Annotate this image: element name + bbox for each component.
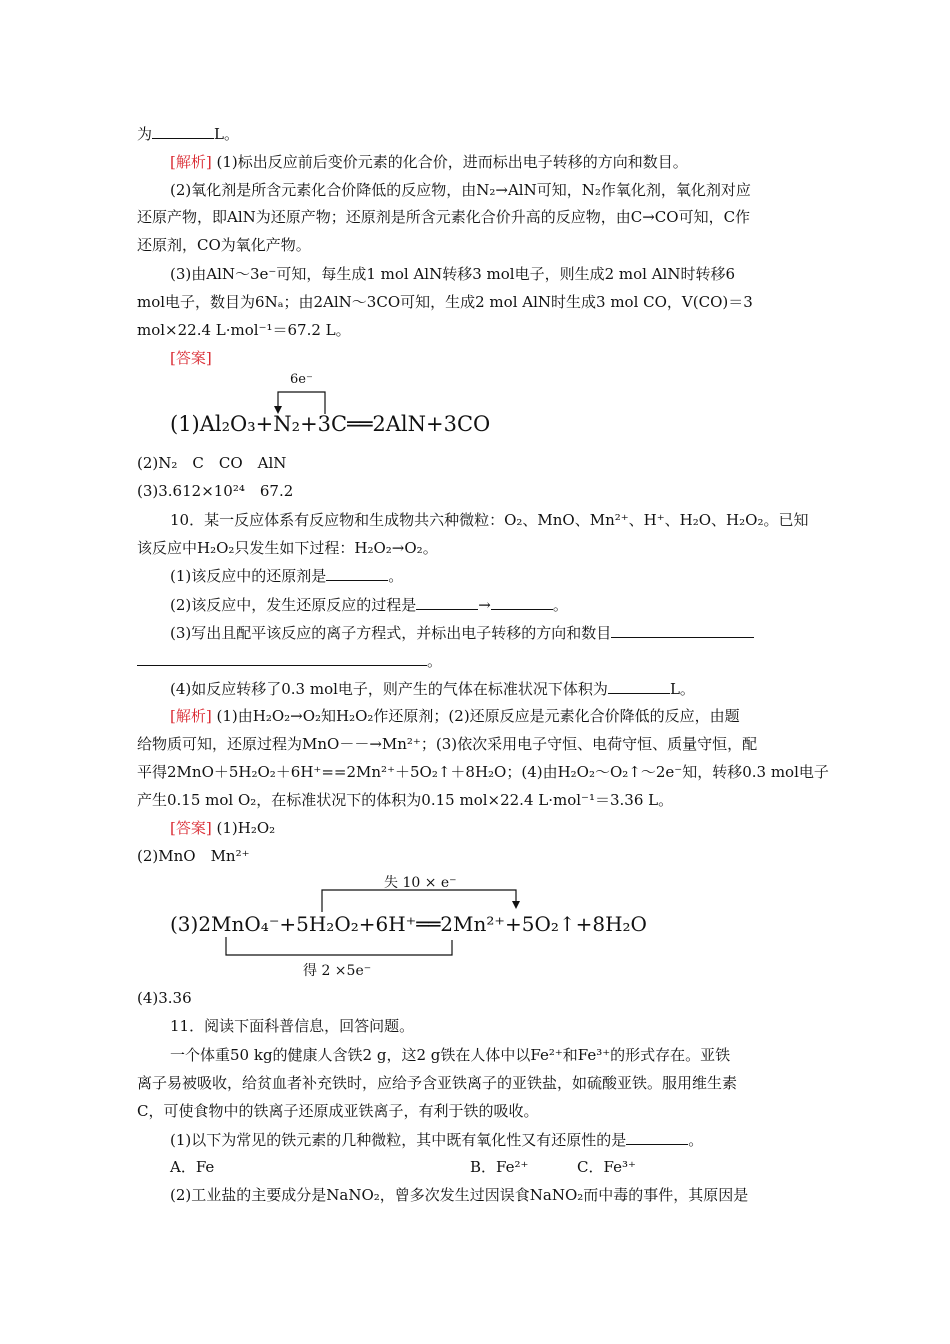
answer-blank[interactable] — [626, 1129, 688, 1145]
answer-line: (2)MnO Mn²⁺ — [137, 847, 250, 865]
text: L。 — [669, 680, 695, 698]
subquestion-1 — [170, 565, 817, 586]
analysis-text: 给物质可知，还原过程为MnO－－→Mn²⁺；(3)依次采用电子守恒、电荷守恒、质量守恒，配 — [137, 735, 758, 753]
paragraph: 一个体重50 kg的健康人含铁2 g，这2 g铁在人体中以Fe²⁺和Fe³⁺的形式存在。亚铁 — [170, 1046, 731, 1064]
analysis-text: 产生0.15 mol O₂，在标准状况下的体积为0.15 mol×22.4 L·mol⁻¹＝3.36 L。 — [137, 791, 674, 809]
analysis-text: 还原产物，即AlN为还原产物；还原剂是所含元素化合价升高的反应物，由C→CO可知，C作 — [137, 208, 751, 226]
text: → — [478, 596, 491, 614]
answer-blank[interactable] — [326, 565, 388, 581]
subquestion-2 — [170, 594, 817, 615]
text: 为 — [137, 125, 153, 143]
electron-gained-label: 得 2 ×5e⁻ — [303, 963, 372, 979]
answer-blank[interactable] — [416, 594, 478, 610]
subquestion-3 — [170, 622, 817, 643]
electron-label: 6e⁻ — [290, 372, 313, 387]
analysis-text: mol电子，数目为6Nₐ；由2AlN～3CO可知，生成2 mol AlN时生成3 mol CO，V(CO)＝3 — [137, 293, 753, 311]
question-10-stem: 该反应中H₂O₂只发生如下过程：H₂O₂→O₂。 — [137, 539, 438, 557]
analysis-text: (1)由H₂O₂→O₂知H₂O₂作还原剂；(2)还原反应是元素化合价降低的反应，由题 — [216, 707, 740, 725]
analysis-text: 平得2MnO＋5H₂O₂＋6H⁺==2Mn²⁺＋5O₂↑＋8H₂O；(4)由H₂O₂～O₂↑～2e⁻知，转移0.3 mol电子 — [137, 763, 829, 781]
paragraph: C，可使食物中的铁离子还原成亚铁离子，有利于铁的吸收。 — [137, 1102, 539, 1120]
text: (2)该反应中，发生还原反应的过程是 — [170, 596, 417, 614]
answer-line: (2)N₂ C CO AlN — [137, 454, 287, 472]
equation-1: (1)Al₂O₃+N₂+3C══2AlN+3CO — [170, 412, 491, 436]
paragraph: 离子易被吸收，给贫血者补充铁时，应给予含亚铁离子的亚铁盐，如硫酸亚铁。服用维生素 — [137, 1074, 738, 1092]
answer-blank[interactable] — [608, 678, 670, 694]
text: (4)如反应转移了0.3 mol电子，则产生的气体在标准状况下体积为 — [170, 680, 608, 698]
analysis-text: (2)氧化剂是所含元素化合价降低的反应物，由N₂→AlN可知，N₂作氧化剂，氧化剂对应 — [170, 181, 751, 199]
text: (1)以下为常见的铁元素的几种微粒，其中既有氧化性又有还原性的是 — [170, 1131, 627, 1149]
answer-text: (1)H₂O₂ — [216, 819, 276, 837]
equation-3: (3)2MnO₄⁻+5H₂O₂+6H⁺══2Mn²⁺+5O₂↑+8H₂O — [170, 912, 647, 936]
analysis-text: (3)由AlN～3e⁻可知，每生成1 mol AlN转移3 mol电子，则生成2 mol AlN时转移6 — [170, 265, 736, 283]
text: 。 — [388, 567, 404, 585]
analysis-tag: [解析] — [170, 153, 212, 171]
option-a[interactable]: A．Fe — [170, 1158, 215, 1176]
subquestion-2: (2)工业盐的主要成分是NaNO₂，曾多次发生过因误食NaNO₂而中毒的事件，其原因是 — [170, 1186, 749, 1204]
text: L。 — [214, 125, 239, 143]
analysis-text: (1)标出反应前后变价元素的化合价，进而标出电子转移的方向和数目。 — [216, 153, 688, 171]
answer-line: (4)3.36 — [137, 989, 192, 1007]
option-b[interactable]: B．Fe²⁺ — [470, 1158, 529, 1176]
text: 。 — [427, 652, 443, 670]
question-10-stem: 10．某一反应体系有反应物和生成物共六种微粒：O₂、MnO、Mn²⁺、H⁺、H₂O、H₂O₂。已知 — [170, 511, 809, 529]
analysis-tag: [解析] — [170, 707, 212, 725]
answer-line — [170, 818, 817, 838]
subquestion-4 — [170, 678, 817, 699]
subquestion-1 — [170, 1129, 817, 1150]
subquestion-3-cont — [137, 650, 817, 671]
answer-tag-label: [答案] — [170, 349, 212, 367]
text: (1)该反应中的还原剂是 — [170, 567, 327, 585]
option-c[interactable]: C．Fe³⁺ — [577, 1158, 636, 1176]
answer-blank[interactable] — [611, 622, 754, 638]
analysis-text: 还原剂，CO为氧化产物。 — [137, 236, 311, 254]
electron-lost-label: 失 10 × e⁻ — [384, 875, 457, 891]
answer-tag: [答案] — [170, 819, 212, 837]
question-11-stem: 11．阅读下面科普信息，回答问题。 — [170, 1017, 415, 1035]
text: (3)写出且配平该反应的离子方程式，并标出电子转移的方向和数目 — [170, 624, 612, 642]
analysis-text: mol×22.4 L·mol⁻¹＝67.2 L。 — [137, 321, 351, 339]
answer-blank[interactable] — [137, 650, 427, 666]
analysis-line — [170, 706, 817, 726]
text: 。 — [552, 596, 568, 614]
answer-blank[interactable] — [491, 594, 553, 610]
answer-line: (3)3.612×10²⁴ 67.2 — [137, 482, 294, 500]
text: 。 — [688, 1131, 704, 1149]
